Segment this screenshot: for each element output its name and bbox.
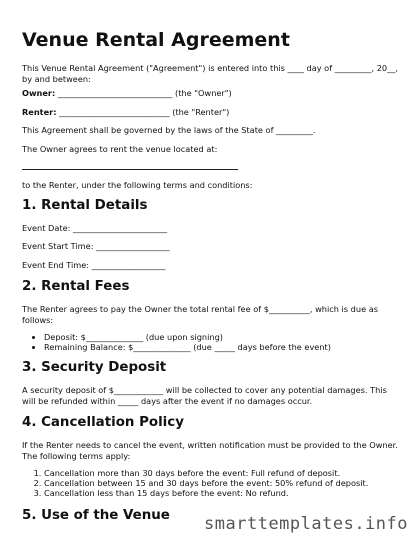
governing-law-paragraph: This Agreement shall be governed by the laws of the State of _________. bbox=[22, 125, 316, 135]
page-title: Venue Rental Agreement bbox=[22, 29, 290, 51]
list-item: 2. Cancellation between 15 and 30 days before the event: 50% refund of deposit. bbox=[44, 478, 398, 488]
event-end-line: Event End Time: __________________ bbox=[22, 260, 166, 270]
section-heading-rental-fees: 2. Rental Fees bbox=[22, 279, 130, 294]
security-deposit-paragraph: A security deposit of $____________ will be collected to cover any potential damages. This will be refunded within _____ days after the event if no damages occur. bbox=[22, 385, 387, 406]
rental-fees-paragraph: The Renter agrees to pay the Owner the total rental fee of $__________, which is due as follows: bbox=[22, 304, 378, 325]
venue-address-line bbox=[22, 169, 238, 170]
owner-line bbox=[22, 88, 398, 99]
terms-intro-paragraph: to the Renter, under the following terms and conditions: bbox=[22, 180, 253, 190]
list-item: 1. Cancellation more than 30 days before the event: Full refund of deposit. bbox=[44, 468, 398, 478]
event-date-line: Event Date: _______________________ bbox=[22, 223, 168, 233]
event-start-line: Event Start Time: __________________ bbox=[22, 241, 170, 251]
renter-line bbox=[22, 107, 398, 118]
venue-intro-paragraph: The Owner agrees to rent the venue located at: bbox=[22, 144, 218, 154]
intro-paragraph: This Venue Rental Agreement ("Agreement") is entered into this ____ day of _________, 20__, by and between: bbox=[22, 63, 398, 84]
list-item: • Deposit: $______________ (due upon signing) bbox=[44, 332, 398, 342]
cancellation-terms-list bbox=[22, 468, 398, 498]
section-heading-rental-details: 1. Rental Details bbox=[22, 198, 148, 213]
section-heading-security-deposit: 3. Security Deposit bbox=[22, 360, 167, 375]
cancellation-paragraph: If the Renter needs to cancel the event, written notification must be provided to the Owner. The following terms apply: bbox=[22, 440, 398, 461]
owner-value: ____________________________ (the "Owner") bbox=[55, 88, 232, 98]
renter-value: ___________________________ (the "Renter") bbox=[56, 107, 230, 117]
owner-label: Owner: bbox=[22, 88, 56, 98]
rental-fees-list bbox=[22, 332, 398, 352]
list-item: 3. Cancellation less than 15 days before the event: No refund. bbox=[44, 488, 398, 498]
renter-label: Renter: bbox=[22, 107, 57, 117]
watermark-text: smarttemplates.info bbox=[204, 514, 408, 534]
section-heading-cancellation-policy: 4. Cancellation Policy bbox=[22, 415, 184, 430]
section-heading-use-of-venue: 5. Use of the Venue bbox=[22, 508, 170, 523]
list-item: • Remaining Balance: $______________ (due _____ days before the event) bbox=[44, 342, 398, 352]
